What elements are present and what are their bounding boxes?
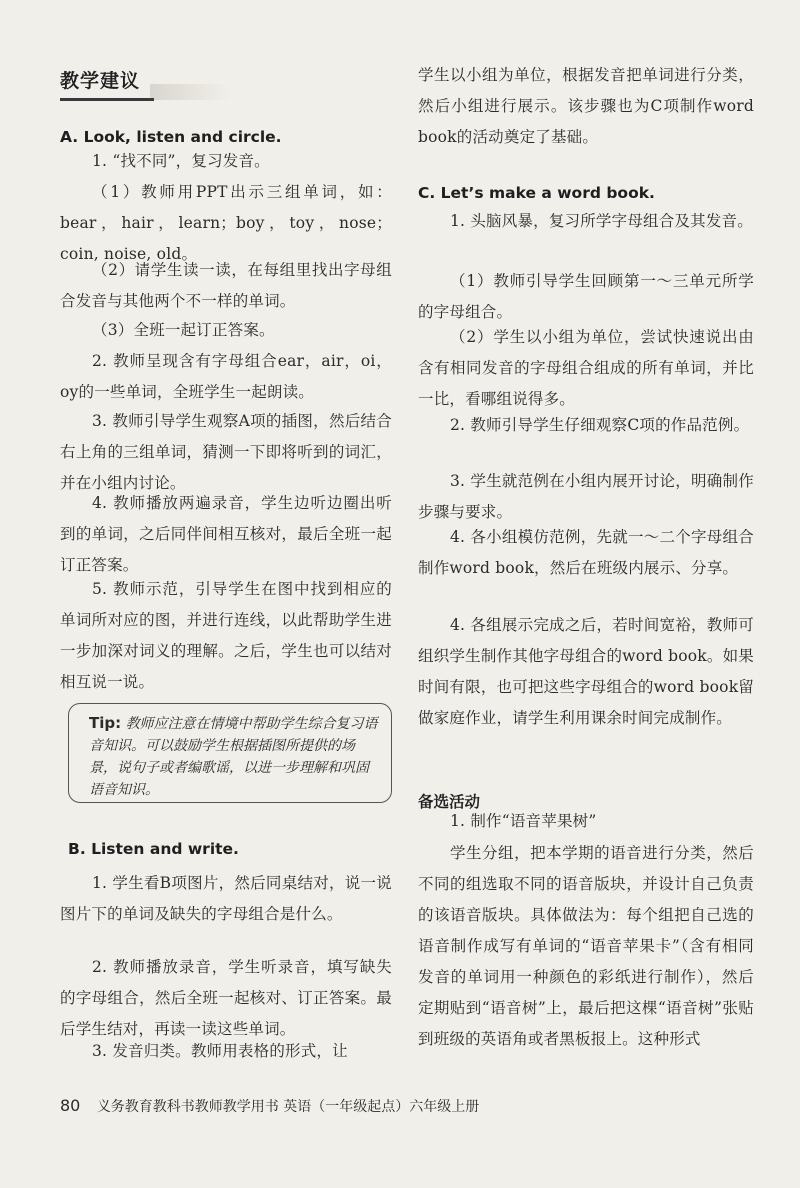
section-a-para-6: 3. 教师引导学生观察A项的插图，然后结合右上角的三组单词，猜测一下即将听到的词汇，并在小组内讨论。	[60, 412, 392, 492]
section-b-para-3: 3. 发音归类。教师用表格的形式，让	[92, 1042, 348, 1060]
optional-para: 学生分组，把本学期的语音进行分类，然后不同的组选取不同的语音版块，并设计自己负责的该语音版块。具体做法为：每个组把自己选的语音制作成写有单词的“语音苹果卡”（含有相同发音的单词用一种颜色的彩纸进行制作），然后定期贴到“语音树”上，最后把这棵“语音树”张贴到班级的英语角或者黑板报上。这种形式	[418, 844, 754, 1048]
optional-item: 1. 制作“语音苹果树”	[450, 812, 597, 830]
tip-box	[68, 703, 392, 803]
tip-text: 教师应注意在情境中帮助学生综合复习语音知识。可以鼓励学生根据插图所提供的场景，说句子或者编歌谣，以进一步理解和巩固语音知识。	[89, 716, 378, 798]
continuation-text: 学生以小组为单位，根据发音把单词进行分类，然后小组进行展示。该步骤也为C项制作word book的活动奠定了基础。	[418, 66, 754, 146]
section-c-para-1: 1. 头脑风暴，复习所学字母组合及其发音。	[450, 212, 753, 230]
title-underline	[60, 98, 154, 101]
book-title: 义务教育教科书教师教学用书 英语（一年级起点）六年级上册	[96, 1099, 480, 1115]
section-c-para-4: 2. 教师引导学生仔细观察C项的作品范例。	[450, 416, 750, 434]
tip-label: Tip:	[89, 714, 122, 732]
section-a-para-7: 4. 教师播放两遍录音，学生边听边圈出听到的单词，之后同伴间相互核对，最后全班一起订正答案。	[60, 494, 392, 574]
section-b-para-2: 2. 教师播放录音，学生听录音，填写缺失的字母组合，然后全班一起核对、订正答案。最后学生结对，再读一读这些单词。	[60, 958, 392, 1038]
section-a-heading: A. Look, listen and circle.	[60, 128, 282, 146]
section-a-para-4: （3）全班一起订正答案。	[92, 321, 275, 339]
section-c-para-3: （2）学生以小组为单位，尝试快速说出由含有相同发音的字母组合组成的所有单词，并比一比，看哪组说得多。	[418, 328, 754, 408]
section-c-heading: C. Let’s make a word book.	[418, 184, 655, 202]
section-b-heading: B. Listen and write.	[68, 840, 239, 858]
section-a-para-8: 5. 教师示范，引导学生在图中找到相应的单词所对应的图，并进行连线，以此帮助学生进一步加深对词义的理解。之后，学生也可以结对相互说一说。	[60, 580, 392, 691]
title-shade	[150, 84, 230, 100]
section-a-para-1: 1. “找不同”，复习发音。	[92, 152, 270, 170]
section-c-para-6: 4. 各小组模仿范例，先就一～二个字母组合制作word book，然后在班级内展示、分享。	[418, 528, 754, 577]
page-title: 教学建议	[60, 70, 141, 92]
section-c-para-5: 3. 学生就范例在小组内展开讨论，明确制作步骤与要求。	[418, 472, 754, 521]
section-c-para-7: 4. 各组展示完成之后，若时间宽裕，教师可组织学生制作其他字母组合的word book。如果时间有限，也可把这些字母组合的word book留做家庭作业，请学生利用课余时间完成制作。	[418, 616, 754, 727]
section-b-para-1: 1. 学生看B项图片，然后同桌结对，说一说图片下的单词及缺失的字母组合是什么。	[60, 874, 392, 923]
page-footer	[60, 1096, 760, 1116]
section-a-para-2: （1）教师用PPT出示三组单词，如：bear，hair，learn；boy，toy，nose；coin, noise, old。	[60, 183, 392, 263]
page-number: 80	[60, 1096, 81, 1115]
section-a-para-3: （2）请学生读一读，在每组里找出字母组合发音与其他两个不一样的单词。	[60, 261, 392, 310]
optional-heading: 备选活动	[418, 793, 481, 811]
section-c-para-2: （1）教师引导学生回顾第一～三单元所学的字母组合。	[418, 272, 754, 321]
section-a-para-5: 2. 教师呈现含有字母组合ear，air，oi，oy的一些单词，全班学生一起朗读。	[60, 352, 392, 401]
